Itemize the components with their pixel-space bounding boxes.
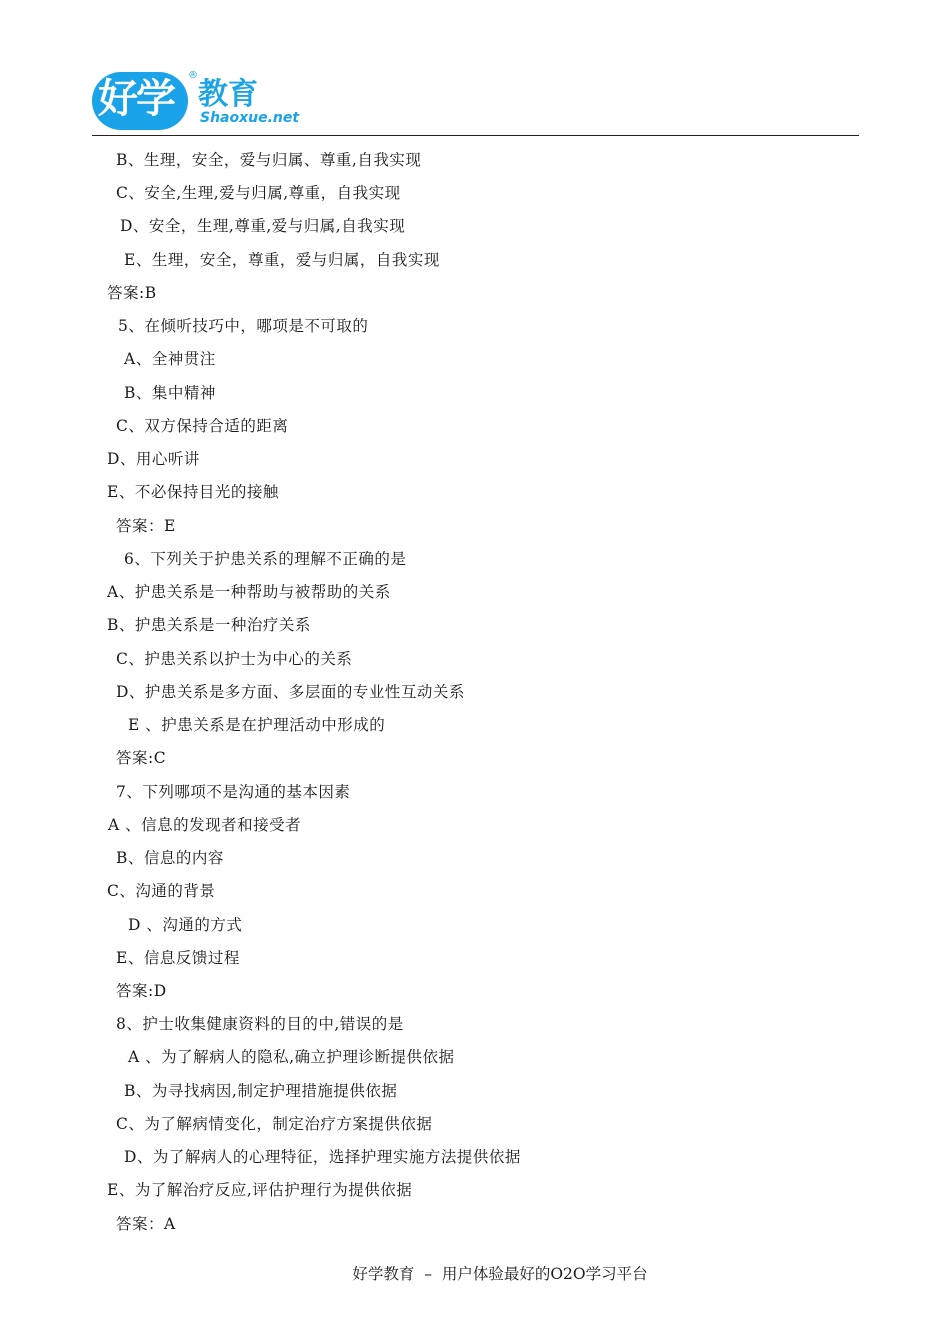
answer-line: 答案:C <box>116 749 167 767</box>
answer-line: 答案:B <box>107 284 157 302</box>
option-line: B、为寻找病因,制定护理措施提供依据 <box>124 1082 398 1100</box>
option-line: C、护患关系以护士为中心的关系 <box>116 650 353 668</box>
option-line: A 、为了解病人的隐私,确立护理诊断提供依据 <box>128 1048 455 1066</box>
option-line: B、信息的内容 <box>116 849 224 867</box>
question-line: 7、下列哪项不是沟通的基本因素 <box>116 783 351 801</box>
option-line: E、不必保持目光的接触 <box>107 483 279 501</box>
option-line: A 、信息的发现者和接受者 <box>108 816 302 834</box>
logo-text-primary: 好学 <box>98 76 174 122</box>
option-line: B、集中精神 <box>124 384 216 402</box>
header-divider <box>92 135 859 136</box>
option-line: C、沟通的背景 <box>107 882 216 900</box>
option-line: D、安全，生理,尊重,爱与归属,自我实现 <box>120 217 406 235</box>
answer-line: 答案:D <box>116 982 167 1000</box>
page-footer: 好学教育 – 用户体验最好的O2O学习平台 <box>352 1265 648 1283</box>
option-line: D、护患关系是多方面、多层面的专业性互动关系 <box>116 683 465 701</box>
answer-line: 答案：E <box>116 517 176 535</box>
logo-domain: Shaoxue.net <box>200 110 300 126</box>
question-line: 8、护士收集健康资料的目的中,错误的是 <box>116 1015 404 1033</box>
option-line: C、为了解病情变化，制定治疗方案提供依据 <box>116 1115 433 1133</box>
option-line: E 、护患关系是在护理活动中形成的 <box>128 716 386 734</box>
answer-line: 答案：A <box>116 1215 176 1233</box>
option-line: E、信息反馈过程 <box>116 949 240 967</box>
option-line: B、护患关系是一种治疗关系 <box>107 616 311 634</box>
question-line: 6、下列关于护患关系的理解不正确的是 <box>124 550 407 568</box>
option-line: E、为了解治疗反应,评估护理行为提供依据 <box>107 1181 413 1199</box>
option-line: C、安全,生理,爱与归属,尊重，自我实现 <box>116 184 401 202</box>
registered-mark: ® <box>188 70 198 81</box>
option-line: E、生理，安全，尊重，爱与归属，自我实现 <box>124 251 440 269</box>
option-line: A、全神贯注 <box>124 350 216 368</box>
logo-text-secondary: 教育 <box>198 77 258 112</box>
question-line: 5、在倾听技巧中，哪项是不可取的 <box>118 317 369 335</box>
option-line: D 、沟通的方式 <box>128 916 243 934</box>
option-line: D、为了解病人的心理特征，选择护理实施方法提供依据 <box>124 1148 521 1166</box>
option-line: D、用心听讲 <box>107 450 200 468</box>
option-line: C、双方保持合适的距离 <box>116 417 289 435</box>
option-line: A、护患关系是一种帮助与被帮助的关系 <box>107 583 391 601</box>
brand-logo <box>92 70 300 134</box>
option-line: B、生理，安全，爱与归属、尊重,自我实现 <box>116 151 422 169</box>
